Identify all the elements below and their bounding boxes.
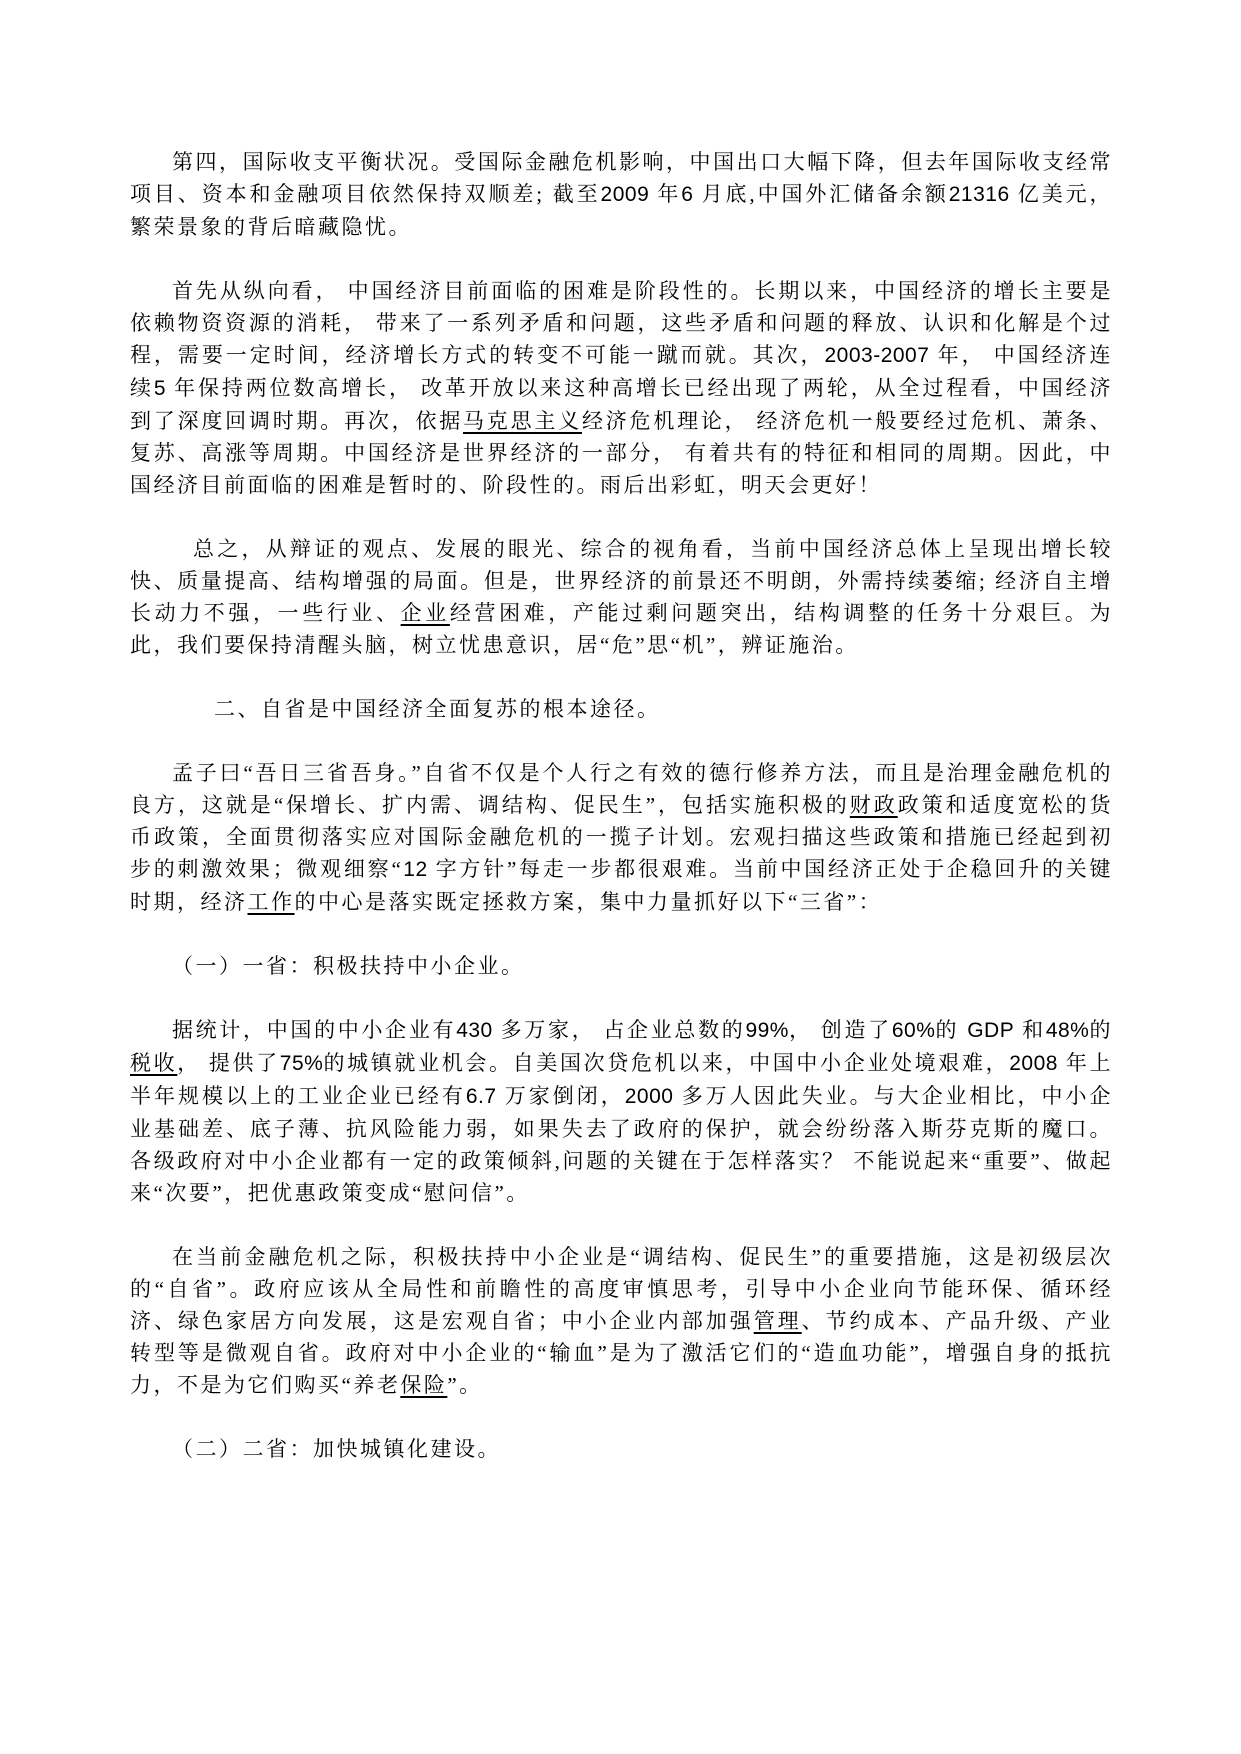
text-run: 经营困难，产能过剩问题突出，结构调整的任务十分艰巨。为此，我们要保持清醒头脑，树立忧患意识，居“危”思“机”，辨证施治。 [130, 601, 1114, 657]
underlined-text-run: 管理 [753, 1309, 802, 1333]
text-run: 、节约成本、产品升级、产业转型等是微观自省。政府对中小企业的“输血”是为了激活它们的“造血功能”，增强自身的抵抗力，不是为它们购买“养老 [130, 1309, 1114, 1397]
paragraph [130, 533, 1113, 661]
paragraph [130, 757, 1113, 918]
text-run: ”。 [447, 1373, 483, 1397]
underlined-text-run: 企业 [400, 601, 450, 625]
text-run: 经济危机理论， 经济危机一般要经过危机、萧条、复苏、高涨等周期。中国经济是世界经济的一部分， 有着共有的特征和相同的周期。因此，中国经济目前面临的困难是暂时的、阶段性的。雨后出彩虹，明天会更好！ [130, 409, 1114, 497]
paragraph [130, 146, 1113, 243]
latin-text: 2003-2007 [824, 344, 930, 367]
underlined-text-run: 马克思主义 [463, 409, 582, 433]
text-run: 的中心是落实既定拯救方案，集中力量抓好以下“三省”： [294, 890, 883, 914]
paragraph [130, 275, 1113, 501]
underlined-text-run: 工作 [247, 890, 295, 914]
heading [130, 693, 1113, 725]
underlined-text-run: 财政 [849, 793, 898, 817]
underlined-text-run: 税收 [130, 1051, 178, 1075]
latin-text: 5 [153, 377, 167, 400]
text-run: 在当前金融危机之际，积极扶持中小企业是“调结构、促民生”的重要措施，这是初级层次的“自省”。政府应该从全局性和前瞻性的高度审慎思考，引导中小企业向节能环保、循环经济、绿色家居方向发展，这是宏观自省；中小企业内部加强 [130, 1245, 1113, 1333]
latin-text: 75% [279, 1052, 324, 1075]
text-run: （二）二省：加快城镇化建设。 [172, 1437, 501, 1461]
text-run: （一）一省：积极扶持中小企业。 [172, 954, 525, 978]
text-run: 第四，国际收支平衡状况。受国际金融危机影响，中国出口大幅下降，但去年国际收支经常项目、资本和金融项目依然保持双顺差; 截至2009 年6 月底,中国外汇储备余额21316 亿美元，繁荣景象的背后暗藏隐忧。 [130, 150, 1113, 239]
text-run: 孟子曰“吾日三省吾身。”自省不仅是个人行之有效的德行修养方法，而且是治理金融危机的良方，这就是“保增长、扩内需、调结构、促民生”，包括实施积极的 [130, 761, 1113, 817]
subheading [130, 950, 1113, 982]
latin-text: 48% [1045, 1019, 1090, 1042]
latin-text: 2008 [1009, 1052, 1058, 1075]
text-run: 总之，从辩证的观点、发展的眼光、综合的视角看，当前中国经济总体上呈现出增长较快、质量提高、结构增强的局面。但是，世界经济的前景还不明朗，外需持续萎缩; 经济自主增长动力不强，一些行业、 [130, 537, 1113, 625]
latin-text: GDP [967, 1019, 1015, 1042]
document-content [130, 146, 1113, 1465]
text-run: 二、自省是中国经济全面复苏的根本途径。 [214, 697, 661, 721]
latin-text: 430 [456, 1019, 493, 1042]
text-run: ， 提供了75%的城镇就业机会。自美国次贷危机以来，中国中小企业处境艰难，2008 年上半年规模以上的工业企业已经有6.7 万家倒闭，2000 多万人因此失业。与大企业相比，中小企业基础差、底子薄、抗风险能力弱，如果失去了政府的保护，就会纷纷落入斯芬克斯的魔口。各级政府对中小企业都有一定的政策倾斜,问题的关键在于怎样落实？ 不能说起来“重要”、做起来“次要”，把优惠政策变成“慰问信”。 [130, 1051, 1114, 1205]
subheading [130, 1433, 1113, 1465]
latin-text: 60% [891, 1019, 936, 1042]
latin-text: 6 [681, 183, 694, 206]
underlined-text-run: 保险 [400, 1373, 448, 1397]
latin-text: 2009 [600, 183, 650, 206]
text-run: 政策和适度宽松的货币政策，全面贯彻落实应对国际金融危机的一揽子计划。宏观扫描这些政策和措施已经起到初步的刺激效果；微观细察“12 字方针”每走一步都很艰难。当前中国经济正处于企稳回升的关键时期，经济 [130, 793, 1114, 914]
latin-text: 6.7 [465, 1085, 497, 1108]
latin-text: 21316 [948, 183, 1010, 206]
text-run: 首先从纵向看， 中国经济目前面临的困难是阶段性的。长期以来，中国经济的增长主要是依赖物资资源的消耗， 带来了一系列矛盾和问题，这些矛盾和问题的释放、认识和化解是个过程，需要一定时间，经济增长方式的转变不可能一蹴而就。其次，2003-2007 年， 中国经济连续5 年保持两位数高增长， 改革开放以来这种高增长已经出现了两轮，从全过程看，中国经济到了深度回调时期。再次，依据 [130, 279, 1114, 433]
paragraph [130, 1014, 1113, 1209]
paragraph [130, 1241, 1113, 1401]
latin-text: 99% [745, 1019, 789, 1042]
text-run: 据统计，中国的中小企业有430 多万家， 占企业总数的99%， 创造了60%的 GDP 和48%的 [172, 1018, 1114, 1042]
latin-text: 12 [403, 858, 428, 881]
latin-text: 2000 [624, 1085, 674, 1108]
